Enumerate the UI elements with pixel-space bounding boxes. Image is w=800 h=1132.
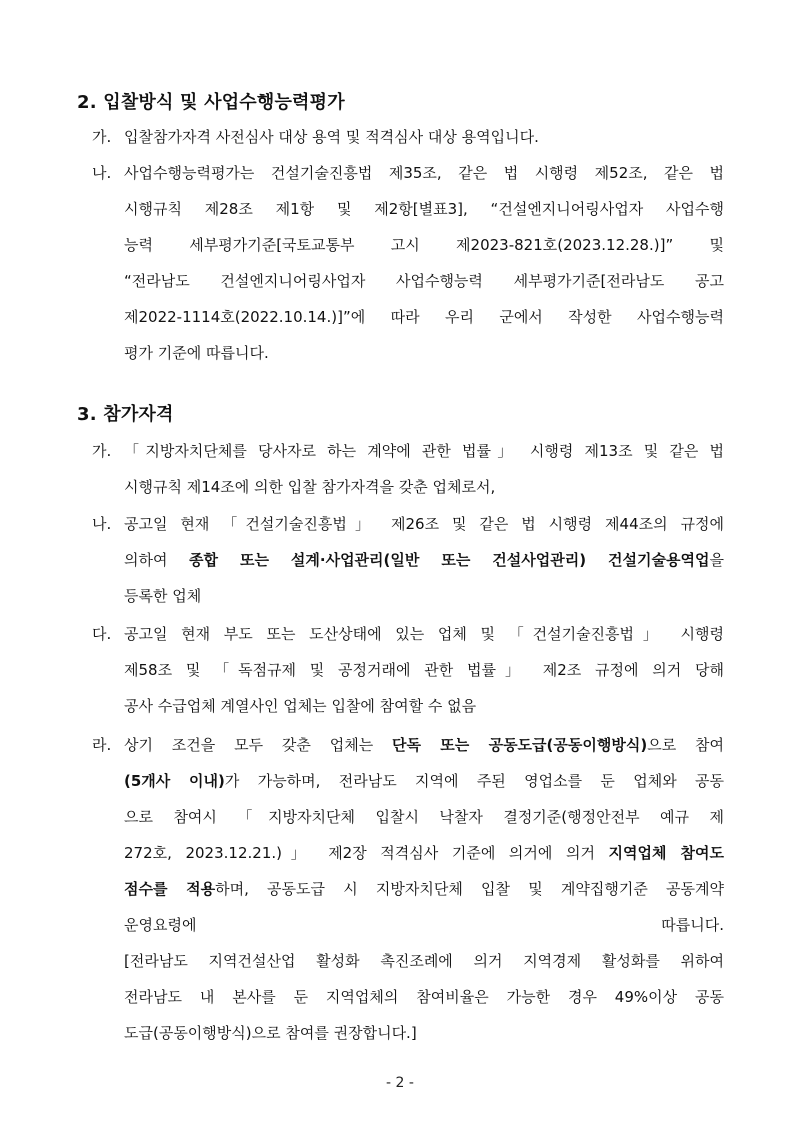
item-marker: 가. (92, 128, 112, 146)
section-3-item-ra (92, 727, 724, 1051)
section-3-item-na (92, 506, 724, 614)
text-segment: 으로 참여시 「지방자치단체 입찰시 낙찰자 결정기준(행정안전부 예규 제 (124, 808, 724, 826)
text-segment: 공고일 현재 부도 또는 도산상태에 있는 업체 및 「건설기술진흥법」 시행령 (124, 625, 724, 643)
bold-text: 단독 또는 공동도급(공동이행방식) (392, 736, 648, 754)
text-segment: 도급(공동이행방식)으로 참여를 권장합니다.] (124, 1024, 417, 1042)
text-segment: [전라남도 지역건설산업 활성화 촉진조례에 의거 지역경제 활성화를 위하여 (124, 952, 724, 970)
section-3-item-da (92, 616, 724, 724)
text-segment: 입찰참가자격 사전심사 대상 용역 및 적격심사 대상 용역입니다. (124, 128, 539, 146)
page-number: - 2 - (386, 1075, 414, 1091)
text-segment: 사업수행능력평가는 건설기술진흥법 제35조, 같은 법 시행령 제52조, 같은 법 (124, 164, 724, 182)
bold-text: 지역업체 참여도 (608, 844, 724, 862)
item-body (124, 433, 724, 505)
text-line (124, 979, 724, 1015)
text-line (124, 263, 724, 299)
text-segment: 능력 세부평가기준[국토교통부 고시 제2023-821호(2023.12.28.)]” 및 (124, 236, 724, 254)
item-body (124, 727, 724, 1051)
section-3-item-ga (92, 433, 724, 505)
text-segment: 272호, 2023.12.21.)」 제2장 적격심사 기준에 의거에 의거 (124, 844, 609, 862)
item-marker: 나. (92, 515, 112, 533)
text-segment: 전라남도 내 본사를 둔 지역업체의 참여비율은 가능한 경우 49%이상 공동 (124, 988, 724, 1006)
item-body (124, 616, 724, 724)
text-line (124, 871, 724, 907)
section-2-heading: 2. 입찰방식 및 사업수행능력평가 (77, 92, 345, 113)
text-segment: 제2022-1114호(2022.10.14.)]”에 따라 우리 군에서 작성한 사업수행능력 (124, 308, 724, 326)
text-line (124, 469, 724, 505)
text-segment: “전라남도 건설엔지니어링사업자 사업수행능력 세부평가기준[전라남도 공고 (124, 272, 724, 290)
text-line (124, 688, 724, 724)
text-line (124, 433, 724, 469)
text-line (124, 799, 724, 835)
text-line (124, 542, 724, 578)
text-segment: 등록한 업체 (124, 587, 202, 605)
text-line (124, 335, 724, 371)
text-line (124, 1015, 724, 1051)
text-line (124, 616, 724, 652)
item-marker: 다. (92, 625, 112, 643)
text-segment: 상기 조건을 모두 갖춘 업체는 (124, 736, 393, 754)
bold-text: 종합 또는 설계·사업관리(일반 또는 건설사업관리) 건설기술용역업 (189, 551, 710, 569)
text-segment: 시행규칙 제28조 제1항 및 제2항[별표3], “건설엔지니어링사업자 사업수행 (124, 200, 724, 218)
item-body (124, 506, 724, 614)
text-segment: 을 (709, 551, 724, 569)
text-line (124, 578, 724, 614)
item-marker: 나. (92, 164, 112, 182)
section-2-item-ga (92, 119, 724, 155)
text-line (124, 155, 724, 191)
text-line (124, 943, 724, 979)
item-marker: 라. (92, 736, 112, 754)
text-segment: 공고일 현재 「건설기술진흥법」 제26조 및 같은 법 시행령 제44조의 규정에 (124, 515, 724, 533)
text-line (124, 835, 724, 871)
text-segment: 「지방자치단체를 당사자로 하는 계약에 관한 법률」 시행령 제13조 및 같은 법 (124, 442, 724, 460)
bold-text: (5개사 이내) (124, 772, 225, 790)
item-body (124, 119, 724, 155)
text-line (124, 727, 724, 763)
text-segment: 가 가능하며, 전라남도 지역에 주된 영업소를 둔 업체와 공동 (224, 772, 724, 790)
text-line (124, 191, 724, 227)
section-3-heading: 3. 참가자격 (77, 404, 174, 425)
text-line (124, 119, 724, 155)
text-segment: 운영요령에 따릅니다. (124, 916, 724, 934)
text-segment: 평가 기준에 따릅니다. (124, 344, 269, 362)
item-body (124, 155, 724, 371)
text-segment: 시행규칙 제14조에 의한 입찰 참가자격을 갖춘 업체로서, (124, 478, 496, 496)
text-segment: 으로 참여 (647, 736, 724, 754)
item-marker: 가. (92, 442, 112, 460)
bold-text: 점수를 적용 (124, 880, 216, 898)
text-line (124, 652, 724, 688)
section-2-item-na (92, 155, 724, 371)
text-line (124, 506, 724, 542)
text-segment: 하며, 공동도급 시 지방자치단체 입찰 및 계약집행기준 공동계약 (215, 880, 724, 898)
text-line (124, 907, 724, 943)
text-line (124, 227, 724, 263)
text-line (124, 299, 724, 335)
text-segment: 공사 수급업체 계열사인 업체는 입찰에 참여할 수 없음 (124, 697, 477, 715)
text-line (124, 763, 724, 799)
text-segment: 제58조 및 「독점규제 및 공정거래에 관한 법률」 제2조 규정에 의거 당해 (124, 661, 724, 679)
text-segment: 의하여 (124, 551, 189, 569)
